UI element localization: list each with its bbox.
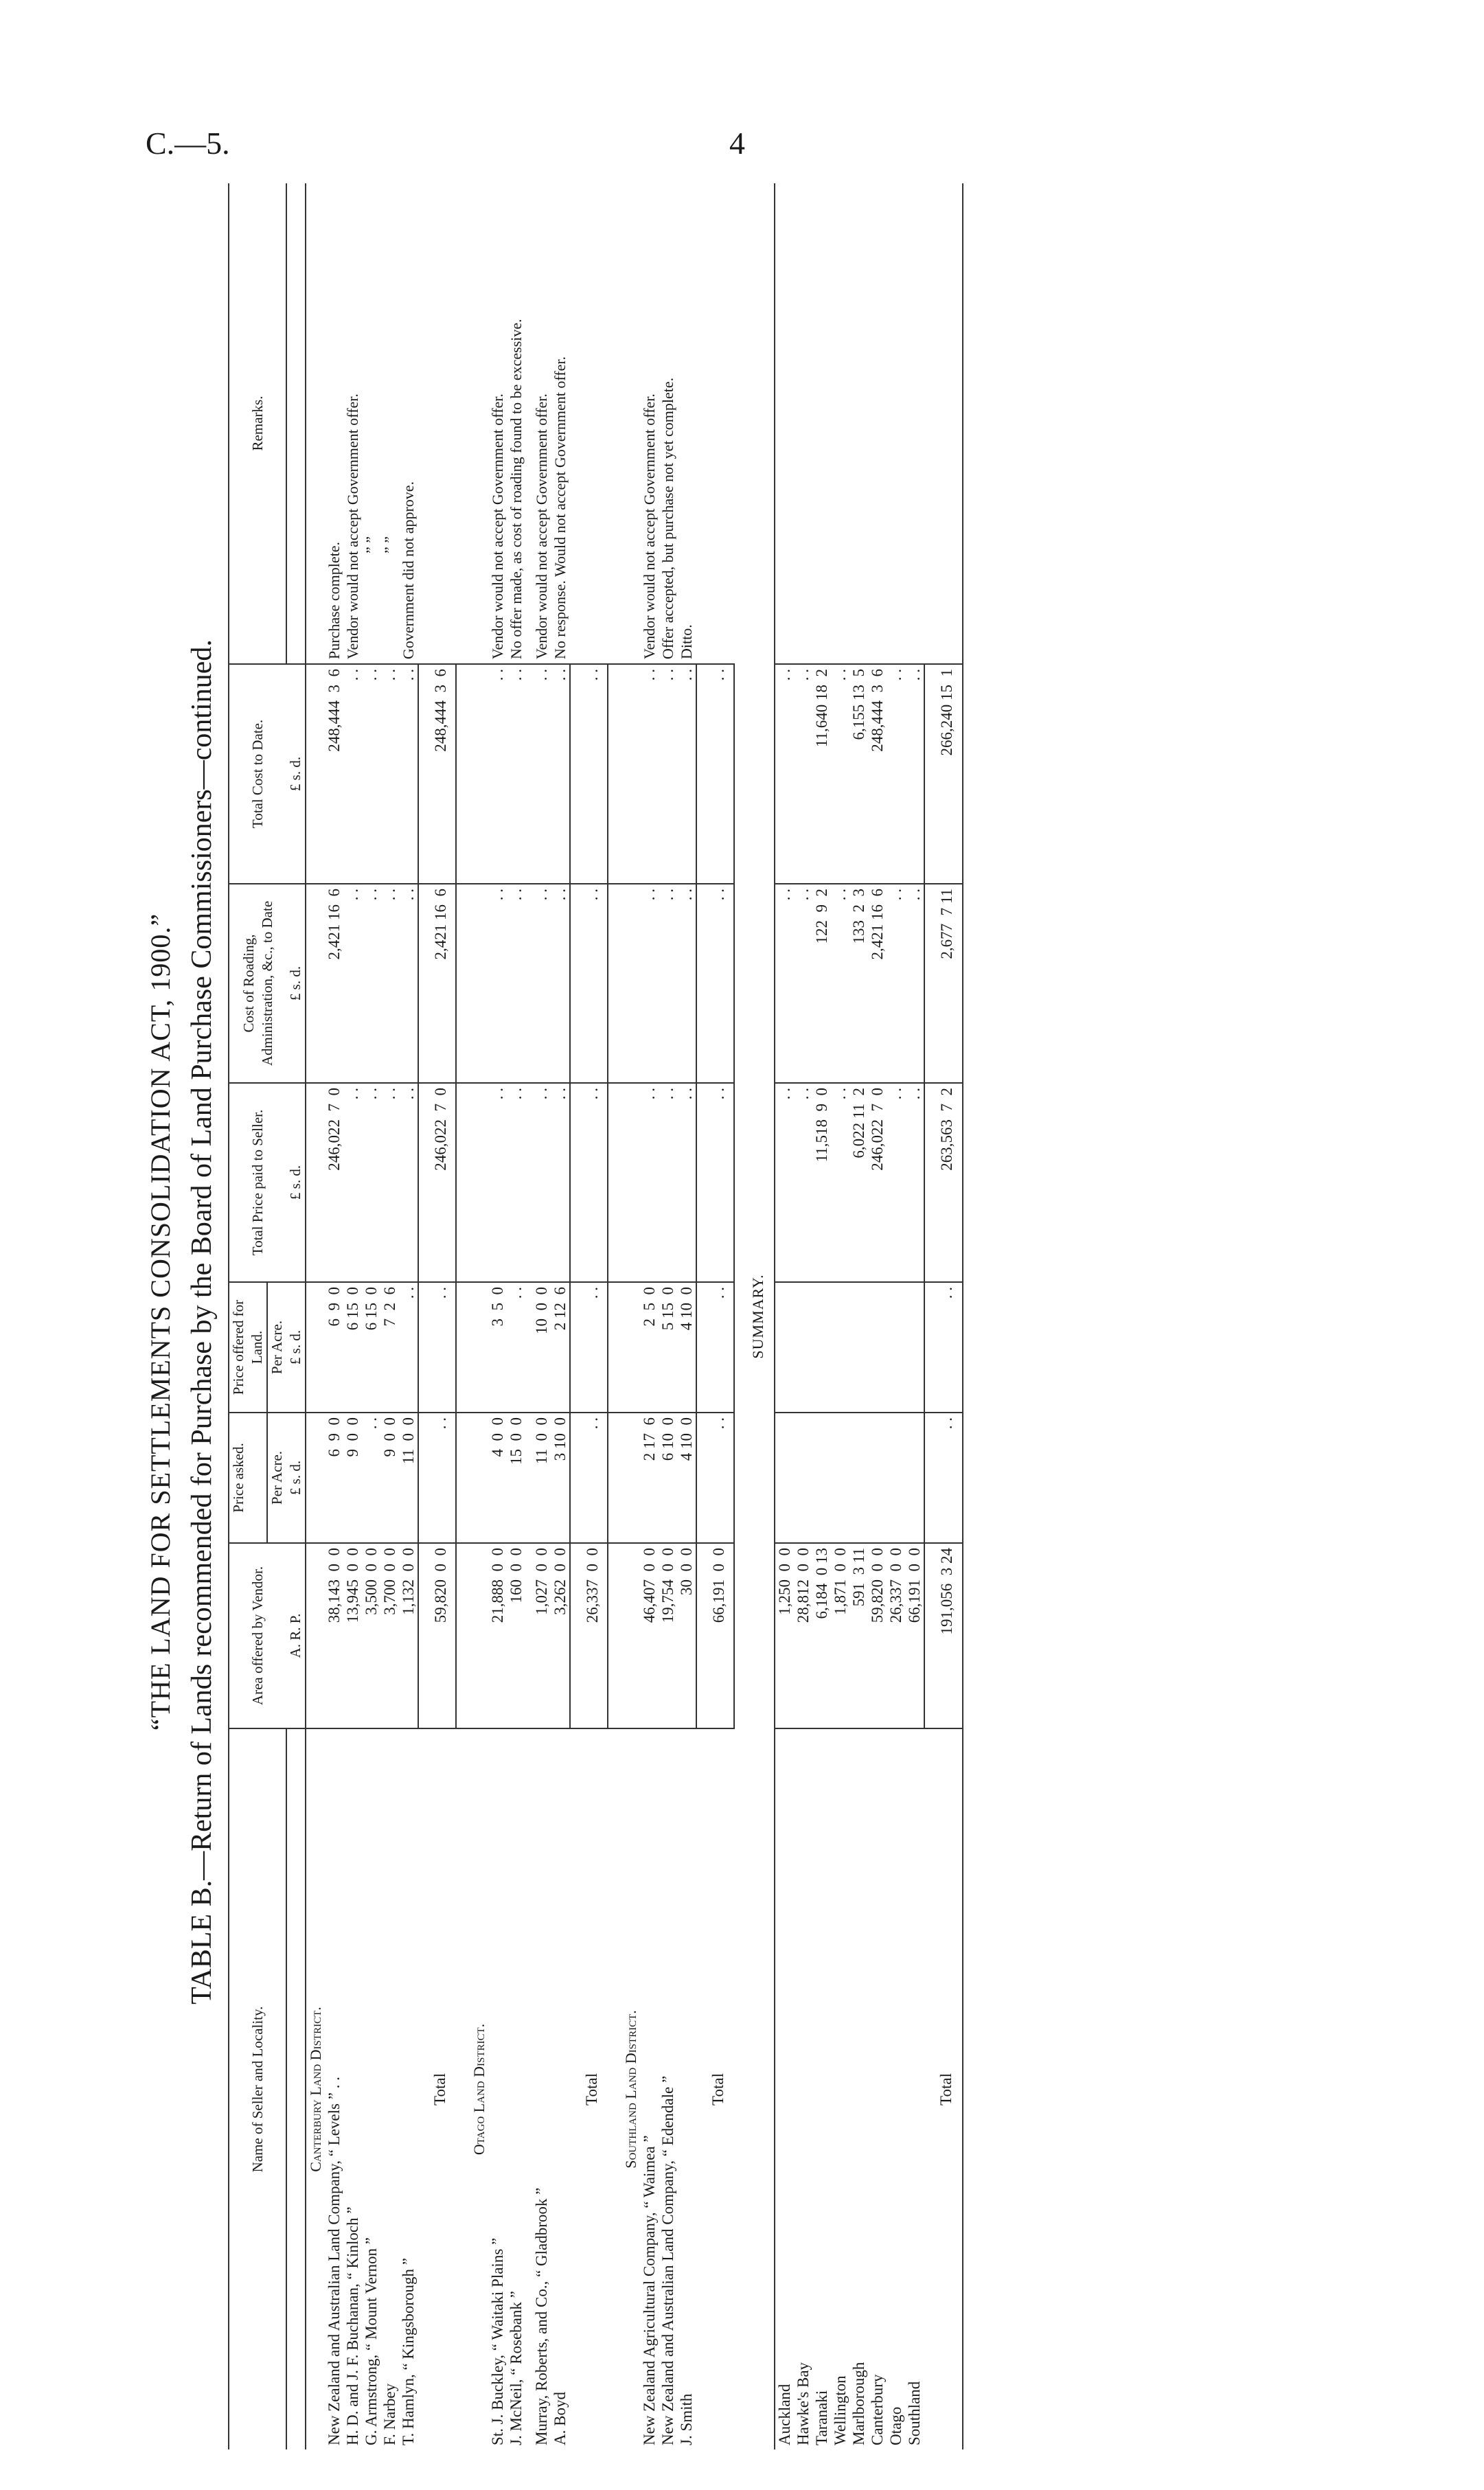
units-lsd: £ s. d. [286,884,306,1083]
paid-value: . . [794,1083,812,1282]
table-row [677,183,696,2449]
offered-value: 6 9 0 [325,1282,343,1413]
asked-value: 6 9 0 [325,1413,343,1543]
total-label: Total [418,1728,456,2449]
cost-value: . . [775,664,794,884]
summary-heading: SUMMARY. [749,1274,766,1359]
total-row [924,183,963,2449]
paid-total: 246,022 7 0 [418,1083,456,1282]
offered-value: 10 0 0 [525,1282,551,1413]
cost-value: 6,155 13 5 [849,664,868,884]
cost-value: . . [659,664,677,884]
cost-value: . . [794,664,812,884]
roading-value: . . [507,884,525,1083]
total-row [696,183,734,2449]
asked-value: 11 0 0 [525,1413,551,1543]
area-value: 28,812 0 0 [794,1543,812,1728]
remarks-value: Vendor would not accept Government offer. [641,393,658,659]
seller-name: F. Narbey [380,1728,399,2449]
cost-value: . . [343,664,362,884]
area-value: 3,700 0 0 [380,1543,399,1728]
area-value: 3,500 0 0 [362,1543,380,1728]
asked-value: 11 0 0 [399,1413,418,1543]
total-label: Total [570,1728,608,2449]
table-row [640,183,659,2449]
district-name: Taranaki [812,1728,831,2449]
header-total-cost: Total Cost to Date. [229,664,286,884]
roading-value: . . [905,884,924,1083]
header-per-acre: Per Acre. [267,1413,286,1543]
table-row [380,183,399,2449]
roading-value: 2,421 16 6 [868,884,887,1083]
remarks-value: Vendor would not accept Government offer. [344,393,361,659]
offered-total: . . [924,1282,963,1413]
area-value: 1,027 0 0 [525,1543,551,1728]
roading-value: 122 9 2 [812,884,831,1083]
land-purchase-table [228,183,963,2449]
district-name: Canterbury [868,1728,887,2449]
area-value: 38,143 0 0 [325,1543,343,1728]
roading-value: . . [362,884,380,1083]
offered-value: 4 10 0 [677,1282,696,1413]
cost-value: . . [525,664,551,884]
asked-value: 9 0 0 [380,1413,399,1543]
area-value: 46,407 0 0 [640,1543,659,1728]
area-value: 160 0 0 [507,1543,525,1728]
table-row [525,183,551,2449]
units-lsd: £ s. d. [286,1083,306,1282]
asked-value: 15 0 0 [507,1413,525,1543]
seller-name: New Zealand and Australian Land Company, “ Edendale ” [659,1728,677,2449]
cost-value: . . [399,664,418,884]
table-row [794,183,812,2449]
table-row [812,183,831,2449]
seller-name: Murray, Roberts, and Co., “ Gladbrook ” [525,1728,551,2449]
table-row [775,183,794,2449]
paid-value: 246,022 7 0 [325,1083,343,1282]
offered-value: 6 15 0 [343,1282,362,1413]
paid-value: . . [887,1083,905,1282]
total-row [570,183,608,2449]
cost-value: . . [640,664,659,884]
remarks-value: Ditto. [678,624,695,659]
remarks-value: No offer made, as cost of roading found to be excessive. [507,319,525,659]
table-row [887,183,905,2449]
table-row [362,183,380,2449]
units-lsd: £ s. d. [286,1282,306,1413]
remarks-value: Purchase complete. [326,541,343,659]
table-row [488,183,507,2449]
paid-value: . . [551,1083,570,1282]
asked-value: 4 0 0 [488,1413,507,1543]
area-total: 66,191 0 0 [696,1543,734,1728]
paid-value: . . [640,1083,659,1282]
roading-value: . . [887,884,905,1083]
cost-total: . . [570,664,608,884]
offered-value: 7 2 6 [380,1282,399,1413]
table-row [551,183,570,2449]
offered-value: . . [399,1282,418,1413]
cost-total: 266,240 15 1 [924,664,963,884]
seller-name: J. Smith [677,1728,696,2449]
total-label: Total [696,1728,734,2449]
offered-value: 2 5 0 [640,1282,659,1413]
units-lsd: £ s. d. [286,1413,306,1543]
roading-total: . . [696,884,734,1083]
area-value: 19,754 0 0 [659,1543,677,1728]
paid-value: . . [488,1083,507,1282]
area-value: 6,184 0 13 [812,1543,831,1728]
remarks-value: ” ” [381,536,398,553]
paid-total: . . [570,1083,608,1282]
paid-value: 11,518 9 0 [812,1083,831,1282]
offered-value: 5 15 0 [659,1282,677,1413]
roading-total: 2,677 7 11 [924,884,963,1083]
offered-total: . . [696,1282,734,1413]
roading-value: . . [380,884,399,1083]
roading-value: 133 2 3 [849,884,868,1083]
remarks-value: Vendor would not accept Government offer. [489,393,506,659]
remarks-value: No response. Would not accept Government offer. [551,356,569,659]
paid-total: . . [696,1083,734,1282]
roading-value: . . [640,884,659,1083]
header-name: Name of Seller and Locality. [229,1728,286,2449]
table-row [659,183,677,2449]
cost-total: 248,444 3 6 [418,664,456,884]
district-heading: Canterbury Land District. [306,1728,325,2449]
table-row [343,183,362,2449]
paid-value: . . [677,1083,696,1282]
units-area: A. R. P. [286,1543,306,1728]
district-heading: Southland Land District. [608,1728,640,2449]
asked-value: 9 0 0 [343,1413,362,1543]
table-title: TABLE B.—Return of Lands recommended for Purchase by the Board of Land Purchase Commissioners—continued. [186,639,218,2004]
cost-value: . . [507,664,525,884]
offered-total: . . [418,1282,456,1413]
offered-value: 3 5 0 [488,1282,507,1413]
area-value: 1,132 0 0 [399,1543,418,1728]
header-cost-roading: Cost of Roading, Administration, &c., to Date [229,884,286,1083]
area-value: 3,262 0 0 [551,1543,570,1728]
asked-value: 3 10 0 [551,1413,570,1543]
paid-total: 263,563 7 2 [924,1083,963,1282]
area-value: 26,337 0 0 [887,1543,905,1728]
paid-value: . . [525,1083,551,1282]
cost-value: . . [551,664,570,884]
total-row [418,183,456,2449]
document-reference: C.—5. [146,126,230,161]
cost-value: 11,640 18 2 [812,664,831,884]
area-value: 591 3 11 [849,1543,868,1728]
paid-value: . . [775,1083,794,1282]
cost-value: . . [831,664,849,884]
asked-total: . . [418,1413,456,1543]
act-title: “THE LAND FOR SETTLEMENTS CONSOLIDATION ACT, 1900.” [145,913,176,1731]
roading-value: . . [831,884,849,1083]
offered-value: 6 15 0 [362,1282,380,1413]
roading-value: . . [775,884,794,1083]
paid-value: 246,022 7 0 [868,1083,887,1282]
table-row [831,183,849,2449]
cost-value: . . [677,664,696,884]
area-total: 26,337 0 0 [570,1543,608,1728]
cost-total: . . [696,664,734,884]
seller-name: New Zealand and Australian Land Company, “ Levels ” . . [325,1728,343,2449]
cost-value: 248,444 3 6 [868,664,887,884]
cost-value: . . [380,664,399,884]
seller-name: H. D. and J. F. Buchanan, “ Kinloch ” [343,1728,362,2449]
table-row [325,183,343,2449]
seller-name: St. J. Buckley, “ Waitaki Plains ” [488,1728,507,2449]
area-total: 191,056 3 24 [924,1543,963,1728]
roading-value: 2,421 16 6 [325,884,343,1083]
area-total: 59,820 0 0 [418,1543,456,1728]
paid-value: . . [362,1083,380,1282]
offered-value: 2 12 6 [551,1282,570,1413]
roading-total: . . [570,884,608,1083]
roading-value: . . [399,884,418,1083]
cost-value: . . [488,664,507,884]
table-row [399,183,418,2449]
remarks-value: ” ” [363,536,380,553]
asked-value: . . [362,1413,380,1543]
asked-total: . . [570,1413,608,1543]
roading-value: . . [488,884,507,1083]
paid-value: . . [380,1083,399,1282]
district-name: Hawke's Bay [794,1728,812,2449]
header-area: Area offered by Vendor. [229,1543,286,1728]
offered-value: . . [507,1282,525,1413]
asked-value: 2 17 6 [640,1413,659,1543]
header-remarks: Remarks. [229,183,286,664]
district-name: Otago [887,1728,905,2449]
area-value: 66,191 0 0 [905,1543,924,1728]
seller-name: A. Boyd [551,1728,570,2449]
paid-value: . . [399,1083,418,1282]
paid-value: . . [507,1083,525,1282]
district-name: Marlborough [849,1728,868,2449]
district-name: Wellington [831,1728,849,2449]
paid-value: . . [831,1083,849,1282]
header-price-asked: Price asked. [229,1413,267,1543]
asked-total: . . [696,1413,734,1543]
seller-name: G. Armstrong, “ Mount Vernon ” [362,1728,380,2449]
roading-value: . . [525,884,551,1083]
roading-value: . . [551,884,570,1083]
area-value: 59,820 0 0 [868,1543,887,1728]
asked-total: . . [924,1413,963,1543]
cost-value: . . [887,664,905,884]
cost-value: . . [905,664,924,884]
area-value: 21,888 0 0 [488,1543,507,1728]
table-row [905,183,924,2449]
seller-name: T. Hamlyn, “ Kingsborough ” [399,1728,418,2449]
district-name: Auckland [775,1728,794,2449]
paid-value: . . [659,1083,677,1282]
remarks-value: Offer accepted, but purchase not yet complete. [659,377,676,659]
remarks-value: Vendor would not accept Government offer. [533,393,550,659]
roading-total: 2,421 16 6 [418,884,456,1083]
seller-name: J. McNeil, “ Rosebank ” [507,1728,525,2449]
district-name: Southland [905,1728,924,2449]
asked-value: 4 10 0 [677,1413,696,1543]
area-value: 1,871 0 0 [831,1543,849,1728]
seller-name: New Zealand Agricultural Company, “ Waimea ” [640,1728,659,2449]
district-heading: Otago Land District. [456,1728,488,2449]
table-row [868,183,887,2449]
area-value: 1,250 0 0 [775,1543,794,1728]
units-lsd: £ s. d. [286,664,306,884]
roading-value: . . [343,884,362,1083]
roading-value: . . [794,884,812,1083]
table-row [507,183,525,2449]
roading-value: . . [659,884,677,1083]
header-per-acre: Per Acre. [267,1282,286,1413]
rotated-table-page [1,175,1347,2455]
area-value: 13,945 0 0 [343,1543,362,1728]
header-total-price: Total Price paid to Seller. [229,1083,286,1282]
total-label: Total [924,1728,963,2449]
cost-value: 248,444 3 6 [325,664,343,884]
area-value: 30 0 0 [677,1543,696,1728]
header-price-offered: Price offered for Land. [229,1282,267,1413]
asked-value: 6 10 0 [659,1413,677,1543]
paid-value: 6,022 11 2 [849,1083,868,1282]
page-number: 4 [729,126,745,161]
table-row [849,183,868,2449]
offered-total: . . [570,1282,608,1413]
paid-value: . . [905,1083,924,1282]
cost-value: . . [362,664,380,884]
remarks-value: Government did not approve. [400,481,417,659]
paid-value: . . [343,1083,362,1282]
roading-value: . . [677,884,696,1083]
